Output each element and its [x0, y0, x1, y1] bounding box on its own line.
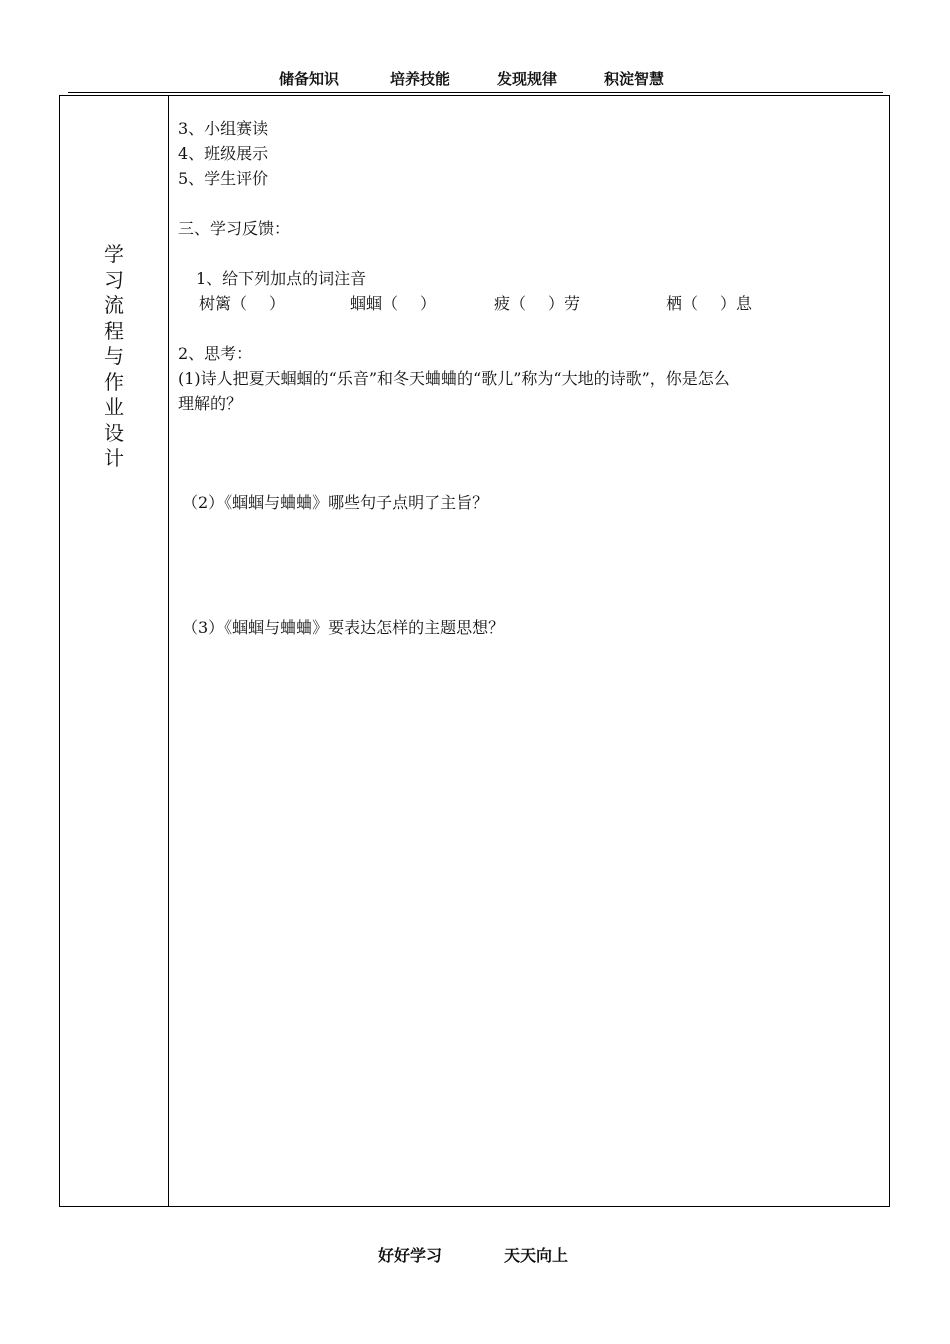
section-label-char: 计: [104, 446, 124, 470]
header-rule: [68, 92, 883, 93]
section-label-char: 程: [104, 318, 124, 343]
feedback-heading: 三、学习反馈：: [178, 219, 291, 238]
page-header: [0, 68, 950, 90]
step-line: 3、小组赛读: [178, 119, 269, 138]
question-2-2: （2）《蝈蝈与蛐蛐》哪些句子点明了主旨？: [182, 493, 489, 512]
pinyin-item: 疲（ ）劳: [494, 294, 581, 313]
footer-item: 好好学习: [378, 1246, 443, 1265]
section-label-char: 设: [104, 420, 124, 445]
step-line: 5、学生评价: [178, 169, 269, 188]
section-label-char: 习: [104, 267, 124, 292]
header-item: 培养技能: [390, 70, 451, 88]
header-item: 积淀智慧: [604, 70, 665, 88]
section-label-char: 与: [104, 344, 124, 368]
pinyin-item: 树篱（ ）: [199, 294, 286, 313]
pinyin-item: 栖（ ）息: [666, 294, 753, 313]
question-2-title: 2、思考：: [178, 344, 253, 363]
question-1-title: 1、给下列加点的词注音: [196, 269, 367, 288]
section-label-char: 流: [104, 293, 124, 317]
question-2-1: (1)诗人把夏天蝈蝈的“乐音”和冬天蛐蛐的“歌儿”称为“大地的诗歌”，你是怎么: [178, 369, 730, 388]
column-divider: [168, 96, 169, 1206]
section-label-char: 作: [104, 369, 124, 394]
question-2-1-continued: 理解的？: [178, 394, 243, 413]
section-label-char: 业: [104, 395, 124, 419]
step-line: 4、班级展示: [178, 144, 269, 163]
header-item: 储备知识: [279, 70, 340, 88]
section-label: [60, 242, 168, 472]
question-2-3: （3）《蝈蝈与蛐蛐》要表达怎样的主题思想？: [182, 618, 505, 637]
header-item: 发现规律: [497, 70, 558, 88]
page-footer: [0, 1243, 950, 1265]
footer-item: 天天向上: [504, 1246, 569, 1265]
section-label-char: 学: [104, 242, 124, 266]
pinyin-item: 蝈蝈（ ）: [350, 294, 437, 313]
worksheet-table: [59, 95, 890, 1207]
